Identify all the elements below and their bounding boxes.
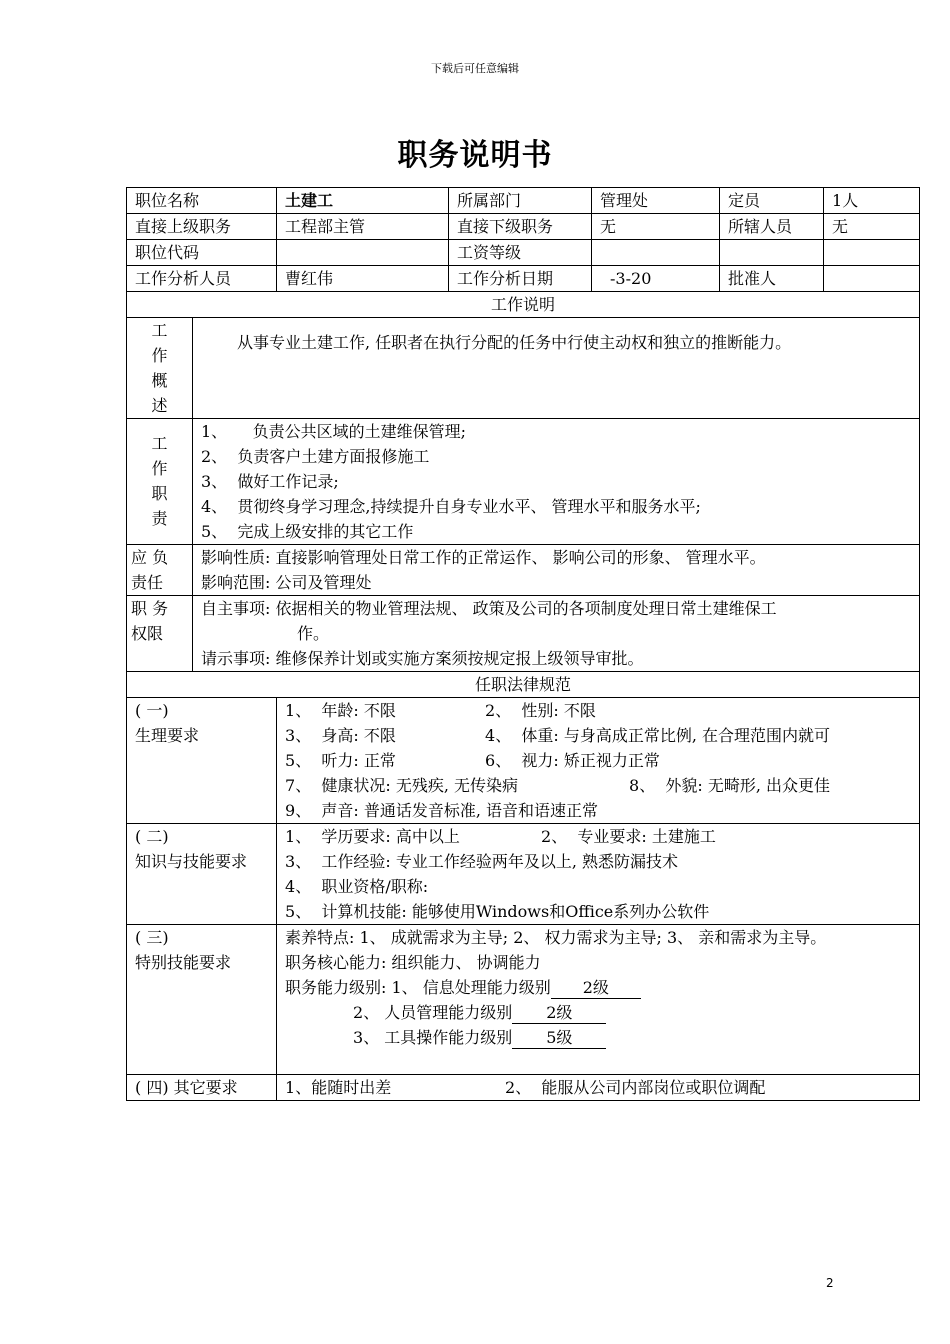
- approval-matters: 请示事项: 维修保养计划或实施方案须按规定报上级领导审批。: [201, 649, 644, 668]
- responsibility-text: [193, 545, 920, 596]
- table-row: [127, 292, 920, 318]
- page-number: 2: [826, 1276, 834, 1290]
- table-row: [127, 596, 920, 672]
- table-row: [127, 240, 920, 266]
- work-duties-list: [193, 419, 920, 545]
- value-headcount: 1人: [824, 188, 920, 214]
- empty-cell: [824, 240, 920, 266]
- list-item: 6、 视力: 矫正视力正常: [485, 751, 660, 770]
- list-item: 9、 声音: 普通话发音标准, 语音和语速正常: [285, 801, 599, 820]
- value-analyst: 曹红伟: [277, 266, 449, 292]
- level-value: 2级: [512, 1003, 606, 1024]
- other-requirements-list: [277, 1075, 920, 1101]
- traits: 素养特点: 1、 成就需求为主导; 2、 权力需求为主导; 3、 亲和需求为主导。: [285, 928, 827, 947]
- label-staff-managed: 所辖人员: [720, 214, 824, 240]
- label-analyst: 工作分析人员: [127, 266, 277, 292]
- impact-nature: 影响性质: 直接影响管理处日常工作的正常运作、 影响公司的形象、 管理水平。: [201, 548, 766, 567]
- value-position-code: [277, 240, 449, 266]
- list-item: 4、 职业资格/职称:: [285, 877, 429, 896]
- label-analysis-date: 工作分析日期: [449, 266, 592, 292]
- label-authority: 职 务 权限: [127, 596, 193, 672]
- label-responsibility: 应 负 责任: [127, 545, 193, 596]
- label-special-skills: ( 三) 特别技能要求: [127, 925, 277, 1075]
- authority-text: [193, 596, 920, 672]
- autonomous-matters-cont: 作。: [297, 624, 330, 643]
- label-headcount: 定员: [720, 188, 824, 214]
- value-analysis-date: -3-20: [592, 266, 720, 292]
- value-position-name: 土建工: [277, 188, 449, 214]
- list-item: 5、 计算机技能: 能够使用Windows和Office系列办公软件: [285, 902, 710, 921]
- value-approver: [824, 266, 920, 292]
- value-salary-grade: [592, 240, 720, 266]
- list-item: 5、 听力: 正常: [285, 751, 396, 770]
- section-qualification: 任职法律规范: [127, 672, 920, 698]
- level-value: 2级: [551, 978, 641, 999]
- table-row: [127, 824, 920, 925]
- list-item: 3、 做好工作记录;: [201, 472, 339, 491]
- label-salary-grade: 工资等级: [449, 240, 592, 266]
- table-row: [127, 925, 920, 1075]
- label-knowledge-requirements: ( 二) 知识与技能要求: [127, 824, 277, 925]
- core-competency: 职务核心能力: 组织能力、 协调能力: [285, 953, 541, 972]
- table-row: [127, 266, 920, 292]
- label-department: 所属部门: [449, 188, 592, 214]
- list-item: 1、 负责公共区域的土建维保管理;: [201, 422, 467, 441]
- list-item: 3、 工作经验: 专业工作经验两年及以上, 熟悉防漏技术: [285, 852, 679, 871]
- label-physical-requirements: ( 一) 生理要求: [127, 698, 277, 824]
- job-description-table: [126, 187, 920, 1101]
- list-item: 2、 性别: 不限: [485, 701, 596, 720]
- label-direct-superior: 直接上级职务: [127, 214, 277, 240]
- list-item: 4、 体重: 与身高成正常比例, 在合理范围内就可: [485, 726, 831, 745]
- list-item: 2、 能服从公司内部岗位或职位调配: [505, 1078, 766, 1097]
- level-label: 2、 人员管理能力级别: [353, 1003, 513, 1022]
- work-overview-text: 从事专业土建工作, 任职者在执行分配的任务中行使主动权和独立的推断能力。: [193, 318, 920, 419]
- label-work-overview: 工作概述: [127, 318, 193, 419]
- document-title: 职务说明书: [397, 138, 553, 173]
- list-item: 4、 贯彻终身学习理念,持续提升自身专业水平、 管理水平和服务水平;: [201, 497, 701, 516]
- list-item: 1、 学历要求: 高中以上: [285, 827, 460, 846]
- list-item: 7、 健康状况: 无残疾, 无传染病: [285, 776, 519, 795]
- table-row: [127, 419, 920, 545]
- level-prefix: 职务能力级别:: [285, 978, 392, 997]
- table-row: [127, 214, 920, 240]
- value-department: 管理处: [592, 188, 720, 214]
- level-label: 1、 信息处理能力级别: [391, 978, 551, 997]
- label-position-code: 职位代码: [127, 240, 277, 266]
- list-item: 2、 专业要求: 土建施工: [541, 827, 716, 846]
- list-item: 2、 负责客户土建方面报修施工: [201, 447, 430, 466]
- level-value: 5级: [512, 1028, 606, 1049]
- autonomous-matters: 自主事项: 依据相关的物业管理法规、 政策及公司的各项制度处理日常土建维保工: [201, 599, 777, 618]
- page-header: 下载后可任意编辑: [431, 62, 519, 75]
- empty-cell: [720, 240, 824, 266]
- label-other-requirements: ( 四) 其它要求: [127, 1075, 277, 1101]
- table-row: [127, 698, 920, 824]
- special-skills-list: [277, 925, 920, 1075]
- value-direct-subordinate: 无: [592, 214, 720, 240]
- list-item: 1、 年龄: 不限: [285, 701, 396, 720]
- list-item: 3、 身高: 不限: [285, 726, 396, 745]
- table-row: [127, 672, 920, 698]
- level-label: 3、 工具操作能力级别: [353, 1028, 513, 1047]
- physical-requirements-list: [277, 698, 920, 824]
- section-work-description: 工作说明: [127, 292, 920, 318]
- value-direct-superior: 工程部主管: [277, 214, 449, 240]
- table-row: [127, 188, 920, 214]
- label-work-duties: 工作职责: [127, 419, 193, 545]
- label-approver: 批准人: [720, 266, 824, 292]
- list-item: 8、 外貌: 无畸形, 出众更佳: [629, 776, 831, 795]
- label-direct-subordinate: 直接下级职务: [449, 214, 592, 240]
- list-item: 1、能随时出差: [285, 1078, 392, 1097]
- table-row: [127, 1075, 920, 1101]
- label-position-name: 职位名称: [127, 188, 277, 214]
- value-staff-managed: 无: [824, 214, 920, 240]
- knowledge-requirements-list: [277, 824, 920, 925]
- table-row: [127, 318, 920, 419]
- impact-scope: 影响范围: 公司及管理处: [201, 573, 372, 592]
- list-item: 5、 完成上级安排的其它工作: [201, 522, 414, 541]
- table-row: [127, 545, 920, 596]
